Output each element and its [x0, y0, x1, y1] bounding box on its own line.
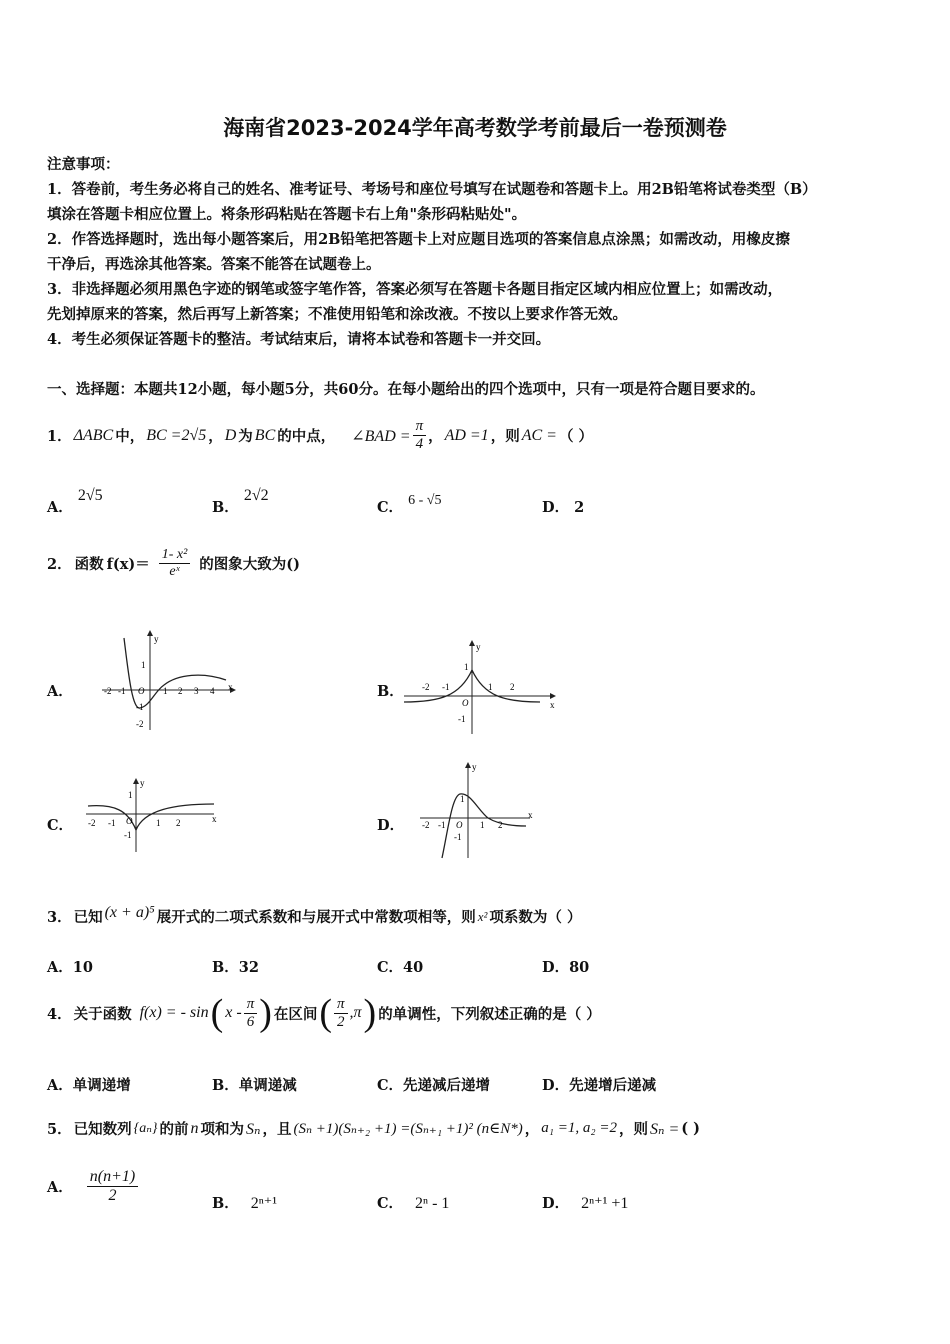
- q2-number: 2．: [47, 556, 72, 573]
- origin-label: O: [456, 820, 463, 830]
- tick-label: -1: [458, 714, 466, 724]
- option-value: 6 - √5: [408, 493, 442, 508]
- q1-triangle: ΔABC: [73, 426, 114, 444]
- option-value: 40: [403, 959, 424, 976]
- tick-label: -1: [118, 686, 126, 696]
- y-label: y: [140, 778, 145, 788]
- tick-label: 1: [460, 794, 465, 804]
- q5-n: n: [190, 1119, 199, 1137]
- q1-angle: ∠BAD =: [351, 427, 411, 445]
- tick-label: 2: [510, 682, 515, 692]
- q2-text: 函数: [74, 556, 104, 573]
- y-arrow-icon: [147, 630, 153, 636]
- question-2: [47, 547, 300, 580]
- tick-label: -2: [422, 820, 430, 830]
- tick-label: 2: [176, 818, 181, 828]
- q3-option-a[interactable]: [47, 956, 93, 977]
- q4-pi: π: [244, 996, 258, 1014]
- graph-a[interactable]: [98, 630, 238, 735]
- option-value: 32: [238, 959, 259, 976]
- graph-b[interactable]: [400, 638, 560, 738]
- tick-label: 3: [194, 686, 199, 696]
- q2-option-b-label[interactable]: B．: [377, 683, 404, 700]
- q3-option-d[interactable]: [542, 956, 589, 977]
- q5-text: 项和为: [200, 1121, 244, 1138]
- q4-text: 的单调性，下列叙述正确的是（ ）: [378, 1005, 601, 1023]
- q5-initial: a₁ =1, a₂ =2: [541, 1120, 617, 1136]
- denominator: 2: [108, 1187, 117, 1204]
- q5-equation: (Sₙ +1)(Sₙ₊₂ +1) =(Sₙ₊₁ +1)² (n∈N*): [293, 1121, 523, 1137]
- y-label: y: [154, 634, 159, 644]
- section-heading: 一、选择题：本题共12小题，每小题5分，共60分。在每小题给出的四个选项中，只有一项是符合题目要求的。: [47, 381, 765, 398]
- graph-d[interactable]: [418, 760, 538, 860]
- tick-label: 1: [163, 686, 168, 696]
- option-value: 10: [72, 959, 93, 976]
- y-label: y: [472, 762, 477, 772]
- q5-text: 的前: [159, 1121, 189, 1138]
- q5-option-b[interactable]: [212, 1192, 277, 1213]
- q1-option-d[interactable]: [542, 496, 584, 517]
- q4-option-d[interactable]: [542, 1074, 656, 1095]
- y-arrow-icon: [469, 640, 475, 646]
- q2-denominator: eˣ: [169, 564, 180, 579]
- curve: [124, 638, 226, 708]
- option-label: B．: [212, 959, 239, 976]
- tick-label: -1: [108, 818, 116, 828]
- option-value: 2√2: [243, 487, 269, 504]
- q2-option-a-label[interactable]: A．: [47, 683, 73, 700]
- q1-d: D: [224, 426, 237, 444]
- q1-number: 1．: [47, 428, 72, 445]
- paren-right: ): [259, 992, 272, 1034]
- q4-fx: f(x) = - sin: [139, 1004, 209, 1021]
- page-title: 海南省2023-2024学年高考数学考前最后一卷预测卷: [223, 116, 727, 140]
- q4-six: 6: [246, 1013, 255, 1030]
- option-value: 先递减后递增: [403, 1077, 491, 1094]
- q5-text: 已知数列: [73, 1121, 132, 1138]
- option-label: B．: [212, 499, 239, 516]
- q1-text: 中，: [115, 428, 145, 445]
- option-value: 单调递减: [238, 1077, 297, 1094]
- q2-numerator: 1- x²: [159, 547, 191, 564]
- q3-number: 3．: [47, 909, 72, 926]
- q5-text: ，则: [618, 1121, 648, 1138]
- q2-option-d-label[interactable]: D．: [377, 817, 405, 834]
- tick-label: 2: [178, 686, 183, 696]
- graph-c[interactable]: [84, 776, 224, 856]
- option-label: D．: [542, 1195, 570, 1212]
- notice-line: 3．非选择题必须用黑色字迹的钢笔或签字笔作答，答案必须写在答题卡各题目指定区域内相应位置上；如需改动，: [47, 281, 783, 298]
- y-arrow-icon: [465, 762, 471, 768]
- option-value: 2√5: [77, 487, 103, 504]
- q3-expr: (x + a)⁵: [104, 903, 155, 921]
- q4-pi: π: [334, 996, 348, 1014]
- tick-label: 1: [141, 660, 146, 670]
- tick-label: 1: [480, 820, 485, 830]
- notice-line: 填涂在答题卡相应位置上。将条形码粘贴在答题卡右上角"条形码粘贴处"。: [47, 206, 527, 223]
- tick-label: 1: [128, 790, 133, 800]
- tick-label: -1: [136, 702, 144, 712]
- tick-label: -2: [88, 818, 96, 828]
- question-3: [47, 903, 582, 927]
- option-label: C．: [377, 1195, 404, 1212]
- q5-text: ( ): [681, 1120, 701, 1137]
- question-5: [47, 1118, 700, 1139]
- q1-bc2: BC: [254, 426, 276, 444]
- notice-heading: 注意事项：: [47, 156, 120, 173]
- q1-pi: π: [413, 418, 427, 436]
- q3-text: 项系数为（ ）: [489, 909, 582, 926]
- option-label: C．: [377, 499, 404, 516]
- q1-option-b[interactable]: [212, 487, 269, 517]
- option-value: 单调递增: [72, 1077, 131, 1094]
- q4-fraction: [244, 996, 258, 1031]
- q1-text: （ ）: [558, 428, 594, 445]
- x-arrow-icon: [550, 693, 556, 699]
- y-arrow-icon: [133, 778, 139, 784]
- tick-label: -2: [422, 682, 430, 692]
- q1-option-a[interactable]: [47, 487, 103, 517]
- q2-option-c-label[interactable]: C．: [47, 817, 74, 834]
- option-label: B．: [212, 1077, 239, 1094]
- origin-label: O: [126, 816, 133, 826]
- option-label: B．: [212, 1195, 239, 1212]
- q3-option-b[interactable]: [212, 956, 259, 977]
- tick-label: -2: [136, 719, 144, 729]
- q1-text: ，: [428, 428, 443, 445]
- q5-text: ，: [524, 1121, 540, 1138]
- paren-right: ): [363, 992, 377, 1034]
- tick-label: 1: [464, 662, 469, 672]
- question-4: [47, 994, 601, 1032]
- option-label: A．: [47, 1179, 73, 1196]
- x-label: x: [550, 700, 555, 710]
- q1-ac: AC =: [521, 426, 557, 444]
- q4-text: 在区间: [273, 1005, 318, 1023]
- q5-option-a[interactable]: [47, 1168, 138, 1205]
- q4-option-b[interactable]: [212, 1074, 297, 1095]
- tick-label: 4: [210, 686, 215, 696]
- option-value: 2ⁿ⁺¹: [250, 1195, 278, 1212]
- q5-sn2: Sₙ =: [649, 1120, 680, 1138]
- notice-line: 1．答卷前，考生务必将自己的姓名、准考证号、考场号和座位号填写在试题卷和答题卡上。用2B铅笔将试卷类型（B）: [47, 181, 817, 198]
- option-value: 2: [574, 499, 585, 516]
- option-label: A．: [47, 959, 73, 976]
- tick-label: -1: [438, 820, 446, 830]
- x-label: x: [212, 814, 217, 824]
- q5-option-d[interactable]: [542, 1192, 628, 1213]
- tick-label: 2: [498, 820, 503, 830]
- tick-label: -2: [104, 686, 112, 696]
- q4-interval-fraction: [334, 996, 348, 1031]
- q1-text: ，: [208, 428, 223, 445]
- q3-text: 展开式的二项式系数和与展开式中常数项相等，则: [156, 909, 476, 926]
- q1-fraction: [413, 418, 427, 453]
- q3-option-c[interactable]: [377, 956, 423, 977]
- option-label: C．: [377, 1077, 404, 1094]
- q4-number: 4．: [47, 1005, 72, 1023]
- q1-option-c[interactable]: [377, 493, 442, 517]
- origin-label: O: [462, 698, 469, 708]
- q5-an: {aₙ}: [133, 1121, 158, 1136]
- curve: [88, 804, 214, 830]
- y-label: y: [476, 642, 481, 652]
- q4-text: 关于函数: [73, 1005, 132, 1023]
- paren-left: (: [319, 992, 333, 1034]
- q1-four: 4: [415, 436, 424, 452]
- notice-line: 4．考生必须保证答题卡的整洁。考试结束后，请将本试卷和答题卡一并交回。: [47, 331, 551, 348]
- q5-option-c[interactable]: [377, 1192, 449, 1213]
- x-label: x: [528, 810, 533, 820]
- q1-text: 为: [238, 428, 253, 445]
- q4-xm: x -: [225, 1004, 242, 1021]
- q5-sn: Sₙ: [245, 1120, 261, 1138]
- question-1: [47, 418, 593, 453]
- q2-fraction: [159, 547, 191, 580]
- option-value: 2ⁿ - 1: [415, 1195, 450, 1212]
- q4-pi-end: ,π: [349, 1004, 362, 1021]
- q4-two: 2: [337, 1013, 345, 1030]
- q3-x2: x²: [477, 908, 488, 924]
- option-label: D．: [542, 499, 570, 516]
- q1-bc: BC =2√5: [146, 426, 207, 444]
- q3-text: 已知: [73, 909, 103, 926]
- tick-label: -1: [454, 832, 462, 842]
- x-label: x: [228, 682, 233, 692]
- tick-label: -1: [442, 682, 450, 692]
- option-label: C．: [377, 959, 404, 976]
- numerator: n(n+1): [87, 1168, 138, 1187]
- notice-line: 干净后，再选涂其他答案。答案不能答在试题卷上。: [47, 256, 381, 273]
- tick-label: 1: [156, 818, 161, 828]
- option-value: 80: [569, 959, 590, 976]
- origin-label: O: [138, 686, 145, 696]
- option-value: 先递增后递减: [569, 1077, 657, 1094]
- q1-text: 的中点，: [277, 428, 336, 445]
- notice-line: 2．作答选择题时，选出每小题答案后，用2B铅笔把答题卡上对应题目选项的答案信息点涂黑；如需改动，用橡皮擦: [47, 231, 790, 248]
- option-label: A．: [47, 1077, 73, 1094]
- option-value-fraction: [87, 1168, 138, 1205]
- q4-option-c[interactable]: [377, 1074, 490, 1095]
- option-label: A．: [47, 499, 73, 516]
- option-label: D．: [542, 959, 570, 976]
- option-label: D．: [542, 1077, 570, 1094]
- q1-text: ，则: [490, 428, 520, 445]
- tick-label: -1: [124, 830, 132, 840]
- q1-ad: AD =1: [444, 426, 489, 444]
- q5-number: 5．: [47, 1121, 72, 1138]
- q5-text: ，且: [262, 1121, 292, 1138]
- notice-line: 先划掉原来的答案，然后再写上新答案；不准使用铅笔和涂改液。不按以上要求作答无效。: [47, 306, 627, 323]
- tick-label: 1: [488, 682, 493, 692]
- paren-left: (: [210, 992, 224, 1034]
- q2-fx: f(x)＝: [106, 556, 150, 573]
- q2-text: 的图象大致为(): [199, 556, 301, 573]
- option-value: 2ⁿ⁺¹ +1: [581, 1195, 629, 1212]
- q4-option-a[interactable]: [47, 1074, 131, 1095]
